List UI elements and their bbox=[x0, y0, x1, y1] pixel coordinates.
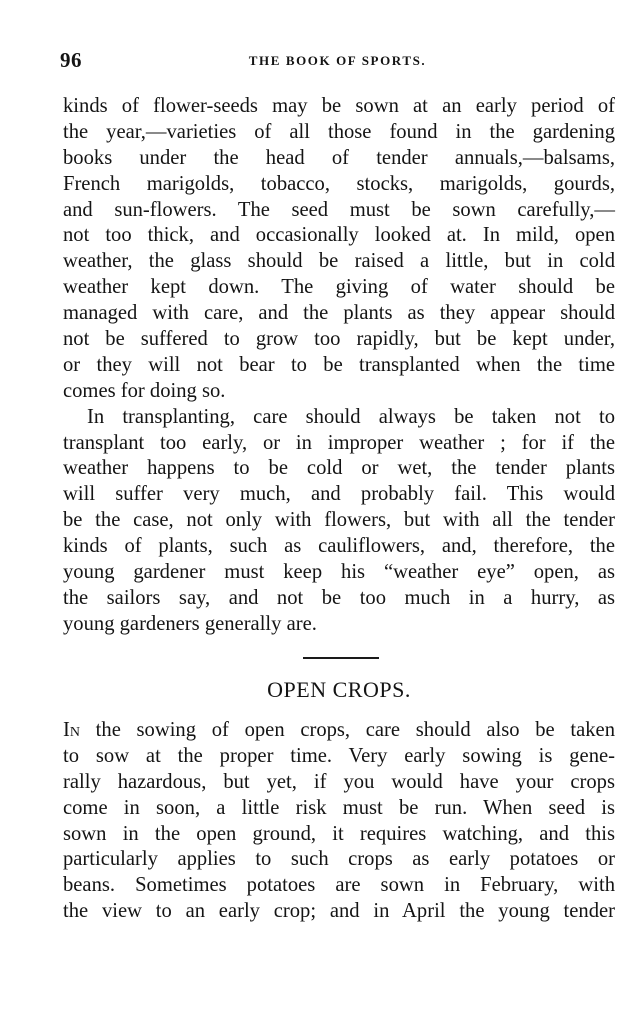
text-line: French marigolds, tobacco, stocks, marigolds, gourds, bbox=[63, 172, 615, 195]
section-text bbox=[63, 718, 615, 925]
text-line: transplant too early, or in improper weather ; for if the bbox=[63, 431, 615, 454]
text-line: be the case, not only with flowers, but with all the tender bbox=[63, 509, 615, 532]
running-head bbox=[60, 48, 615, 76]
text-line: sown in the open ground, it requires watching, and this bbox=[63, 822, 615, 845]
text-line: or they will not bear to be transplanted when the time bbox=[63, 353, 615, 376]
running-title: THE BOOK OF SPORTS. bbox=[248, 53, 427, 68]
text-line: managed with care, and the plants as they appear should bbox=[63, 302, 615, 325]
text-line: weather, the glass should be raised a little, but in cold bbox=[63, 250, 615, 273]
text-line: weather happens to be cold or wet, the tender plants bbox=[63, 457, 615, 480]
text-line-rest: the sowing of open crops, care should also be taken bbox=[79, 719, 615, 741]
text-line: beans. Sometimes potatoes are sown in February, with bbox=[63, 874, 615, 897]
text-line: weather kept down. The giving of water should be bbox=[63, 276, 615, 299]
text-line: particularly applies to such crops as early potatoes or bbox=[63, 848, 615, 871]
text-line: rally hazardous, but yet, if you would have your crops bbox=[63, 770, 615, 793]
drop-word: In bbox=[63, 719, 80, 741]
text-line: will suffer very much, and probably fail. This would bbox=[63, 483, 615, 506]
text-line bbox=[63, 718, 615, 744]
text-line: the view to an early crop; and in April the young tender bbox=[63, 900, 615, 923]
text-line: not be suffered to grow too rapidly, but be kept under, bbox=[63, 328, 615, 351]
body-text bbox=[63, 94, 615, 638]
text-line: not too thick, and occasionally looked at. In mild, open bbox=[63, 224, 615, 247]
text-line: kinds of flower-seeds may be sown at an early period of bbox=[63, 95, 615, 117]
text-line: kinds of plants, such as cauliflowers, and, therefore, the bbox=[63, 535, 615, 558]
text-line: comes for doing so. bbox=[63, 379, 226, 402]
text-line: books under the head of tender annuals,—balsams, bbox=[63, 146, 615, 169]
page-number: 96 bbox=[60, 48, 82, 72]
text-line: young gardener must keep his “weather eye” open, as bbox=[63, 561, 615, 584]
text-line: to sow at the proper time. Very early sowing is gene- bbox=[63, 744, 615, 767]
text-line: and sun-flowers. The seed must be sown carefully,— bbox=[63, 198, 615, 221]
text-line: the year,—varieties of all those found in the gardening bbox=[63, 120, 615, 143]
text-line: In transplanting, care should always be taken not to bbox=[87, 405, 615, 428]
text-line: the sailors say, and not be too much in a hurry, as bbox=[63, 586, 615, 609]
text-line: come in soon, a little risk must be run. When seed is bbox=[63, 796, 615, 819]
section-divider bbox=[303, 657, 379, 659]
section-heading: OPEN CROPS. bbox=[267, 677, 411, 702]
text-line: young gardeners generally are. bbox=[63, 612, 317, 635]
